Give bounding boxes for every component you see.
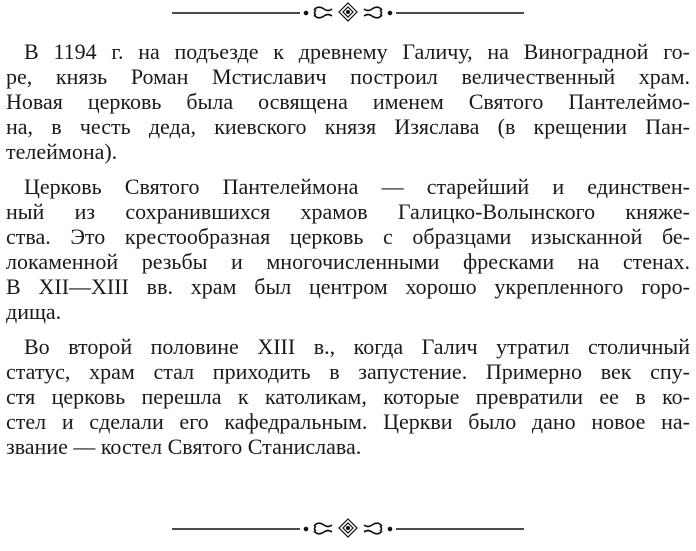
text-line: ства. Это крестообразная церковь с образцами изысканной бе- — [6, 224, 690, 249]
text-line: Церковь Святого Пантелеймона — старейший и единствен- — [24, 174, 690, 199]
text-line: Новая церковь была освящена именем Святого Пантелеймо- — [6, 89, 690, 114]
paragraph-2 — [6, 174, 690, 324]
paragraph-1 — [6, 39, 690, 164]
text-line: дища. — [6, 299, 62, 324]
text-line: В 1194 г. на подъезде к древнему Галичу, на Виноградной го- — [24, 39, 690, 64]
text-line: Во второй половине XIII в., когда Галич утратил столичный — [24, 334, 690, 359]
ornament-icon — [172, 519, 524, 537]
paragraph-3 — [6, 334, 690, 459]
bottom-ornament-divider — [170, 518, 526, 538]
text-line: ре, князь Роман Мстиславич построил величественный храм. — [6, 64, 690, 89]
document-body — [6, 39, 690, 469]
text-line: на, в честь деда, киевского князя Изяслава (в крещении Пан- — [6, 114, 690, 139]
text-line: звание — костел Святого Станислава. — [6, 434, 362, 459]
ornament-icon — [172, 3, 524, 21]
text-line: стел и сделали его кафедральным. Церкви было дано новое на- — [6, 409, 690, 434]
top-ornament-divider — [170, 2, 526, 22]
text-line: стя церковь перешла к католикам, которые превратили ее в ко- — [6, 384, 690, 409]
text-line: телеймона). — [6, 139, 118, 164]
text-line: ный из сохранившихся храмов Галицко-Волынского княже- — [6, 199, 690, 224]
text-line: локаменной резьбы и многочисленными фресками на стенах. — [6, 249, 690, 274]
text-line: В XII—XIII вв. храм был центром хорошо укрепленного горо- — [6, 274, 690, 299]
text-line: статус, храм стал приходить в запустение. Примерно век спу- — [6, 359, 690, 384]
